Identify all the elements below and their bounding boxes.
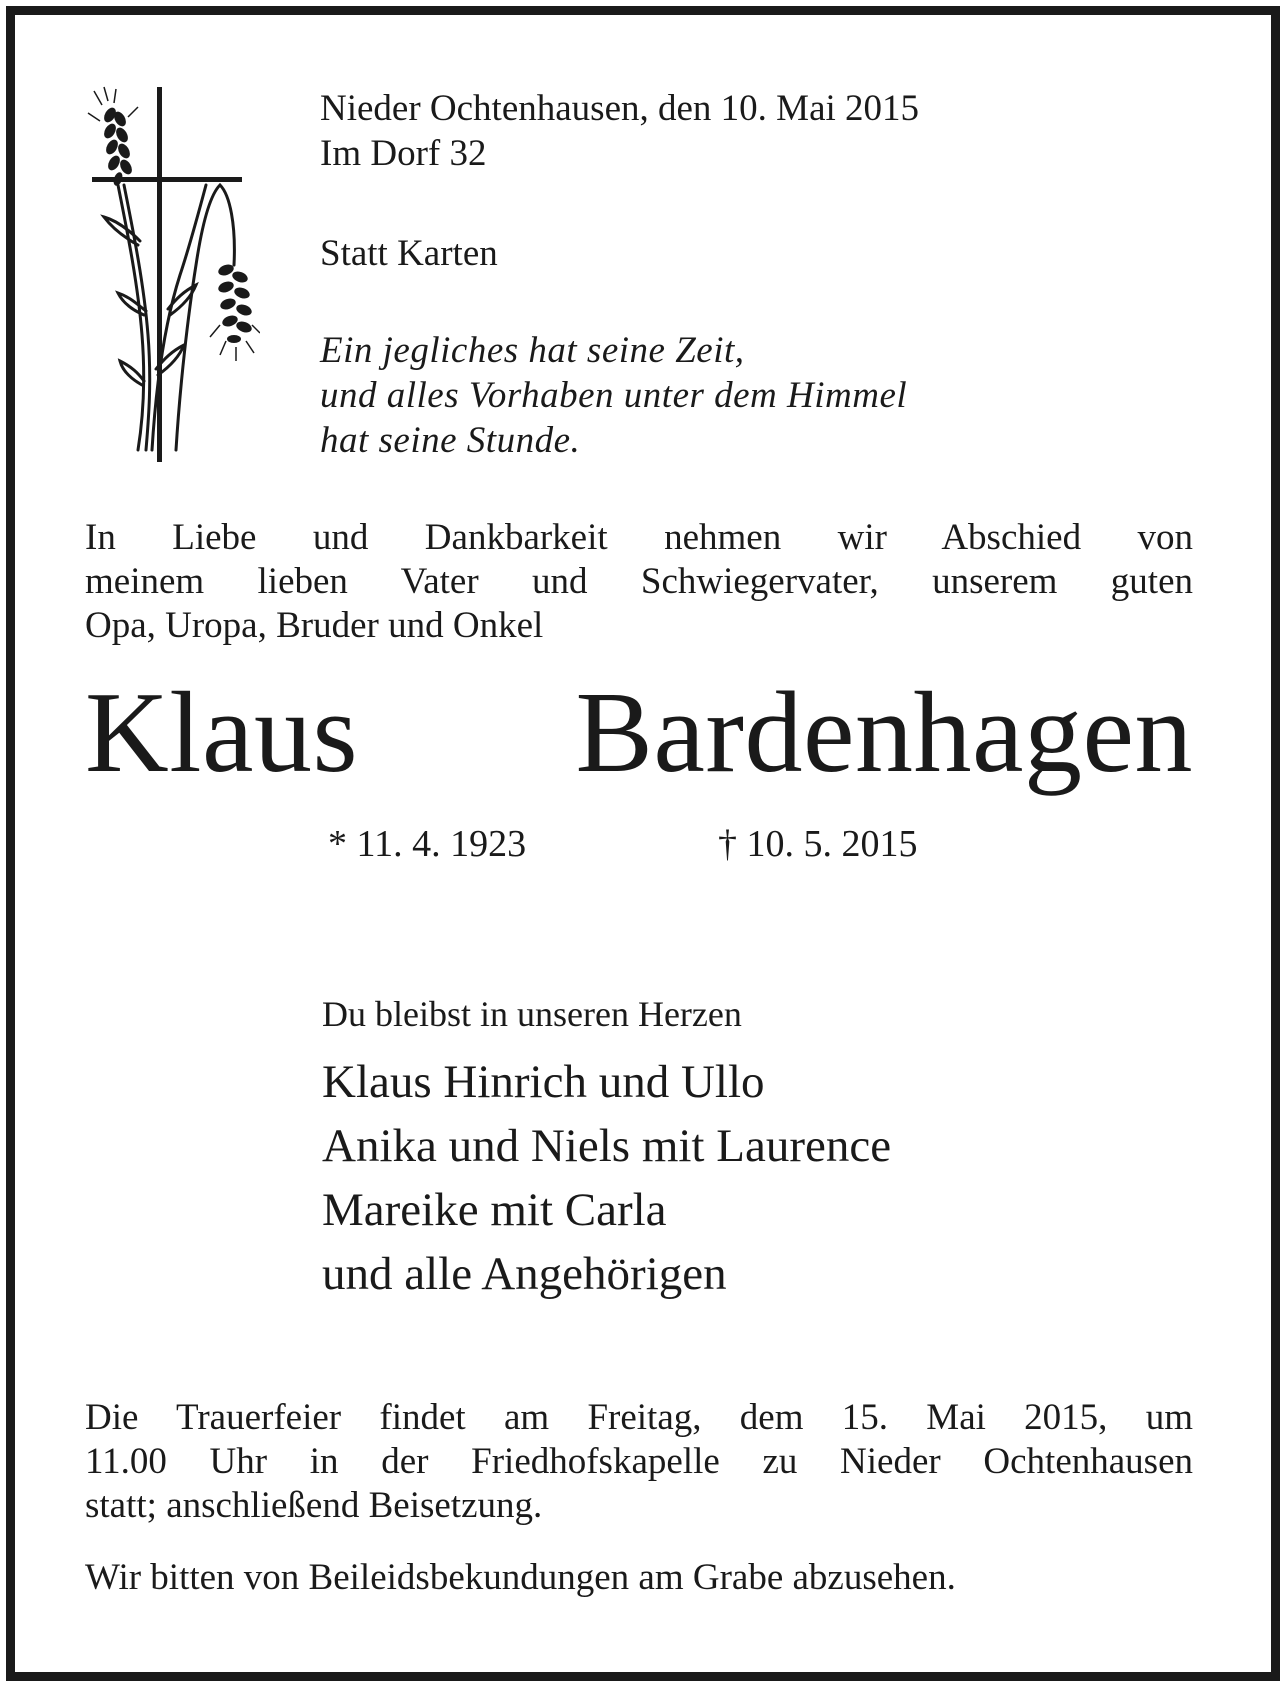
service-line: statt; anschließend Beisetzung. xyxy=(85,1485,543,1526)
family-member: Klaus Hinrich und Ullo xyxy=(322,1056,765,1108)
verse-line: Ein jegliches hat seine Zeit, xyxy=(320,330,745,371)
intro-paragraph xyxy=(85,516,1193,648)
family-list xyxy=(322,1050,891,1306)
family-member: und alle Angehörigen xyxy=(322,1248,727,1300)
intro-line: Opa, Uropa, Bruder und Onkel xyxy=(85,605,544,646)
header-place-date xyxy=(320,86,919,176)
intro-line: In Liebe und Dankbarkeit nehmen wir Abschied von xyxy=(85,517,1193,558)
family-member: Anika und Niels mit Laurence xyxy=(322,1120,892,1172)
cross-with-wheat-icon xyxy=(80,85,260,465)
service-line: Die Trauerfeier findet am Freitag, dem 15. Mai 2015, um xyxy=(85,1397,1193,1438)
condolence-request: Wir bitten von Beileidsbekundungen am Grabe abzusehen. xyxy=(85,1557,956,1598)
death-date: † 10. 5. 2015 xyxy=(718,823,918,865)
funeral-service-paragraph xyxy=(85,1396,1193,1528)
verse-line: hat seine Stunde. xyxy=(320,420,581,461)
bible-verse xyxy=(320,328,907,463)
family-member: Mareike mit Carla xyxy=(322,1184,667,1236)
service-line: 11.00 Uhr in der Friedhofskapelle zu Nieder Ochtenhausen xyxy=(85,1441,1193,1482)
intro-line: meinem lieben Vater und Schwiegervater, unserem guten xyxy=(85,561,1193,602)
birth-date: * 11. 4. 1923 xyxy=(328,823,527,865)
deceased-name: Klaus Bardenhagen xyxy=(85,669,1193,797)
place-date-line: Nieder Ochtenhausen, den 10. Mai 2015 xyxy=(320,88,920,129)
address-line: Im Dorf 32 xyxy=(320,133,487,174)
statt-karten: Statt Karten xyxy=(320,233,498,274)
remain-in-hearts: Du bleibst in unseren Herzen xyxy=(322,994,742,1034)
verse-line: und alles Vorhaben unter dem Himmel xyxy=(320,375,908,416)
